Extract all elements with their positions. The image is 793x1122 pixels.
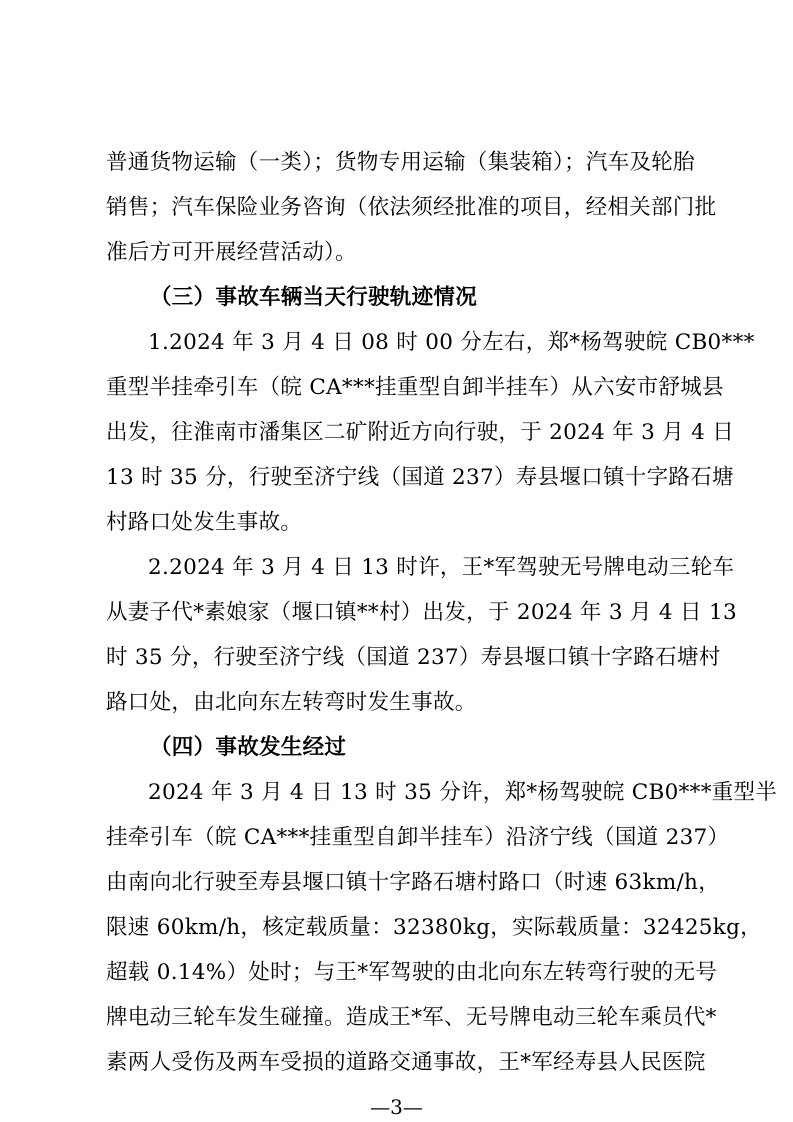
paragraph-line: 从妻子代*素娘家（堰口镇**村）出发，于 2024 年 3 月 4 日 13: [106, 600, 737, 625]
section-heading: （三）事故车辆当天行驶轨迹情况: [150, 285, 478, 310]
paragraph-line: 牌电动三轮车发生碰撞。造成王*军、无号牌电动三轮车乘员代*: [106, 1005, 717, 1030]
paragraph-line: 销售；汽车保险业务咨询（依法须经批准的项目，经相关部门批: [106, 195, 717, 220]
paragraph-line: 由南向北行驶至寿县堰口镇十字路石塘村路口（时速 63km/h，: [106, 870, 721, 895]
paragraph-line: 13 时 35 分，行驶至济宁线（国道 237）寿县堰口镇十字路石塘: [106, 465, 734, 490]
section-heading: （四）事故发生经过: [150, 735, 347, 760]
paragraph-line: 超载 0.14%）处时；与王*军驾驶的由北向东左转弯行驶的无号: [106, 960, 718, 985]
paragraph-line: 路口处，由北向东左转弯时发生事故。: [106, 690, 477, 715]
paragraph-line: 素两人受伤及两车受损的道路交通事故，王*军经寿县人民医院: [106, 1050, 706, 1075]
paragraph-line: 时 35 分，行驶至济宁线（国道 237）寿县堰口镇十字路石塘村: [106, 645, 721, 670]
paragraph-line: 重型半挂牵引车（皖 CA***挂重型自卸半挂车）从六安市舒城县: [106, 375, 724, 400]
paragraph-line: 1.2024 年 3 月 4 日 08 时 00 分左右，郑*杨驾驶皖 CB0***: [148, 330, 755, 355]
paragraph-line: 准后方可开展经营活动）。: [106, 240, 357, 265]
paragraph-line: 限速 60km/h，核定载质量：32380kg，实际载质量：32425kg，: [106, 915, 762, 940]
paragraph-line: 出发，往淮南市潘集区二矿附近方向行驶，于 2024 年 3 月 4 日: [106, 420, 735, 445]
paragraph-line: 2.2024 年 3 月 4 日 13 时许，王*军驾驶无号牌电动三轮车: [148, 555, 735, 580]
paragraph-line: 村路口处发生事故。: [106, 510, 303, 535]
page-number: —3—: [370, 1095, 423, 1119]
paragraph-line: 普通货物运输（一类）；货物专用运输（集装箱）；汽车及轮胎: [106, 150, 695, 175]
paragraph-line: 2024 年 3 月 4 日 13 时 35 分许，郑*杨驾驶皖 CB0***重型半: [148, 780, 778, 805]
paragraph-line: 挂牵引车（皖 CA***挂重型自卸半挂车）沿济宁线（国道 237）: [106, 825, 730, 850]
